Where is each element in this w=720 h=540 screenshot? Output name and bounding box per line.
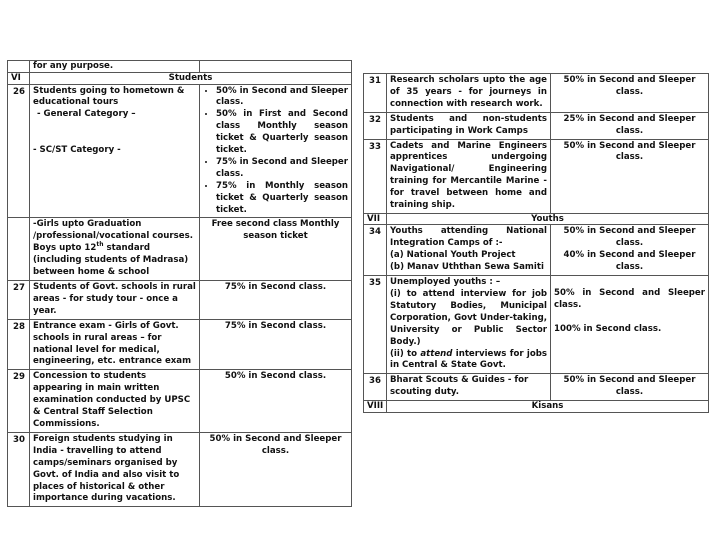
description-line: - SC/ST Category - xyxy=(33,145,121,156)
description-line: - General Category – xyxy=(37,109,136,120)
row-description xyxy=(30,218,200,281)
row-number: 33 xyxy=(364,139,387,213)
table-row xyxy=(8,218,352,281)
section-number: VI xyxy=(8,73,30,85)
row-number: 32 xyxy=(364,112,387,139)
description-line: Boys upto 12th standard xyxy=(33,241,151,254)
list-item: • 75% in Monthly season ticket & Quarterly season ticket. xyxy=(216,181,348,217)
section-title: Students xyxy=(30,73,352,85)
row-description: Foreign students studying in India - travelling to attend camps/seminars organised by Govt. of India and also visit to places of historical & other importance during vacations. xyxy=(30,432,200,506)
row-concession xyxy=(551,276,709,374)
row-concession: 50% in Second and Sleeper class. xyxy=(551,139,709,213)
row-number: 26 xyxy=(8,84,30,218)
row-description xyxy=(30,84,200,218)
section-number: VIII xyxy=(364,401,387,413)
row-concession: 25% in Second and Sleeper class. xyxy=(551,112,709,139)
table-row xyxy=(8,84,352,218)
table-row xyxy=(364,112,709,139)
row-description xyxy=(387,276,551,374)
description-line: Students going to hometown & educational tours xyxy=(33,85,185,108)
row-concession: 50% in Second and Sleeper class. xyxy=(551,374,709,401)
table-row xyxy=(364,276,709,374)
row-number: 35 xyxy=(364,276,387,374)
row-concession xyxy=(551,225,709,276)
row-concession: 50% in Second and Sleeper class. xyxy=(200,432,352,506)
description-line: -Girls upto Graduation /professional/vocational courses. xyxy=(33,219,193,242)
row-number: 31 xyxy=(364,74,387,113)
concession-list xyxy=(203,86,348,217)
description-line: Unemployed youths : – xyxy=(390,277,501,288)
list-item: • 75% in Second and Sleeper class. xyxy=(216,157,348,181)
row-description: Students and non-students participating in Work Camps xyxy=(387,112,551,139)
row-number: 28 xyxy=(8,319,30,370)
table-row xyxy=(8,281,352,320)
row-number: 36 xyxy=(364,374,387,401)
description-line: (including students of Madrasa) between home & school xyxy=(33,255,189,278)
concession-line: 50% in Second and Sleeper class. xyxy=(563,226,696,249)
list-item: • 50% in First and Second class Monthly season ticket & Quarterly season ticket. xyxy=(216,109,348,157)
section-title: Youths xyxy=(387,213,709,225)
row-concession: Free second class Monthly season ticket xyxy=(200,218,352,281)
list-item: • 50% in Second and Sleeper class. xyxy=(216,86,348,110)
row-description: Research scholars upto the age of 35 years - for journeys in connection with research work. xyxy=(387,74,551,113)
table-row xyxy=(364,74,709,113)
row-number: 29 xyxy=(8,370,30,433)
section-header-students xyxy=(8,73,352,85)
right-concession-table xyxy=(363,73,709,413)
row-concession: 75% in Second class. xyxy=(200,281,352,320)
row-number xyxy=(8,218,30,281)
row-description: Students of Govt. schools in rural areas - for study tour - once a year. xyxy=(30,281,200,320)
table-row xyxy=(364,374,709,401)
row-description: Entrance exam - Girls of Govt. schools in rural areas – for national level for medical, engineering, etc. entrance exam xyxy=(30,319,200,370)
description-line: Youths attending National Integration Camps of :- xyxy=(390,226,547,249)
row-description: Bharat Scouts & Guides - for scouting duty. xyxy=(387,374,551,401)
row-number: 30 xyxy=(8,432,30,506)
row-concession: 50% in Second and Sleeper class. xyxy=(551,74,709,113)
description-line: (i) to attend interview for job Statutory Bodies, Municipal Corporation, Govt Under-taking, University or Public Sector Body.) xyxy=(390,289,547,347)
description-line: (a) National Youth Project xyxy=(390,250,516,261)
description-line: (ii) to attend interviews for jobs in Central & State Govt. xyxy=(390,348,547,371)
section-header-kisans xyxy=(364,401,709,413)
section-number: VII xyxy=(364,213,387,225)
row-number: 27 xyxy=(8,281,30,320)
table-row xyxy=(8,370,352,433)
row-description: Cadets and Marine Engineers apprentices undergoing Navigational/ Engineering training for Mercantile Marine - for travel between home and training ship. xyxy=(387,139,551,213)
section-header-youths xyxy=(364,213,709,225)
clipped-text: for any purpose. xyxy=(30,61,200,73)
row-concession: 50% in Second class. xyxy=(200,370,352,433)
table-row xyxy=(8,319,352,370)
clipped-row xyxy=(8,61,352,73)
left-concession-table xyxy=(7,60,352,507)
row-description xyxy=(387,225,551,276)
description-line: (b) Manav Uththan Sewa Samiti xyxy=(390,262,544,273)
concession-line: 100% in Second class. xyxy=(554,323,662,334)
table-row xyxy=(364,225,709,276)
concession-line: 40% in Second and Sleeper class. xyxy=(563,250,696,273)
concession-line: 50% in Second and Sleeper class. xyxy=(554,288,705,310)
row-concession: 75% in Second class. xyxy=(200,319,352,370)
table-row xyxy=(8,432,352,506)
row-description: Concession to students appearing in main written examination conducted by UPSC & Central Staff Selection Commissions. xyxy=(30,370,200,433)
row-number: 34 xyxy=(364,225,387,276)
table-row xyxy=(364,139,709,213)
row-concession xyxy=(200,84,352,218)
section-title: Kisans xyxy=(387,401,709,413)
